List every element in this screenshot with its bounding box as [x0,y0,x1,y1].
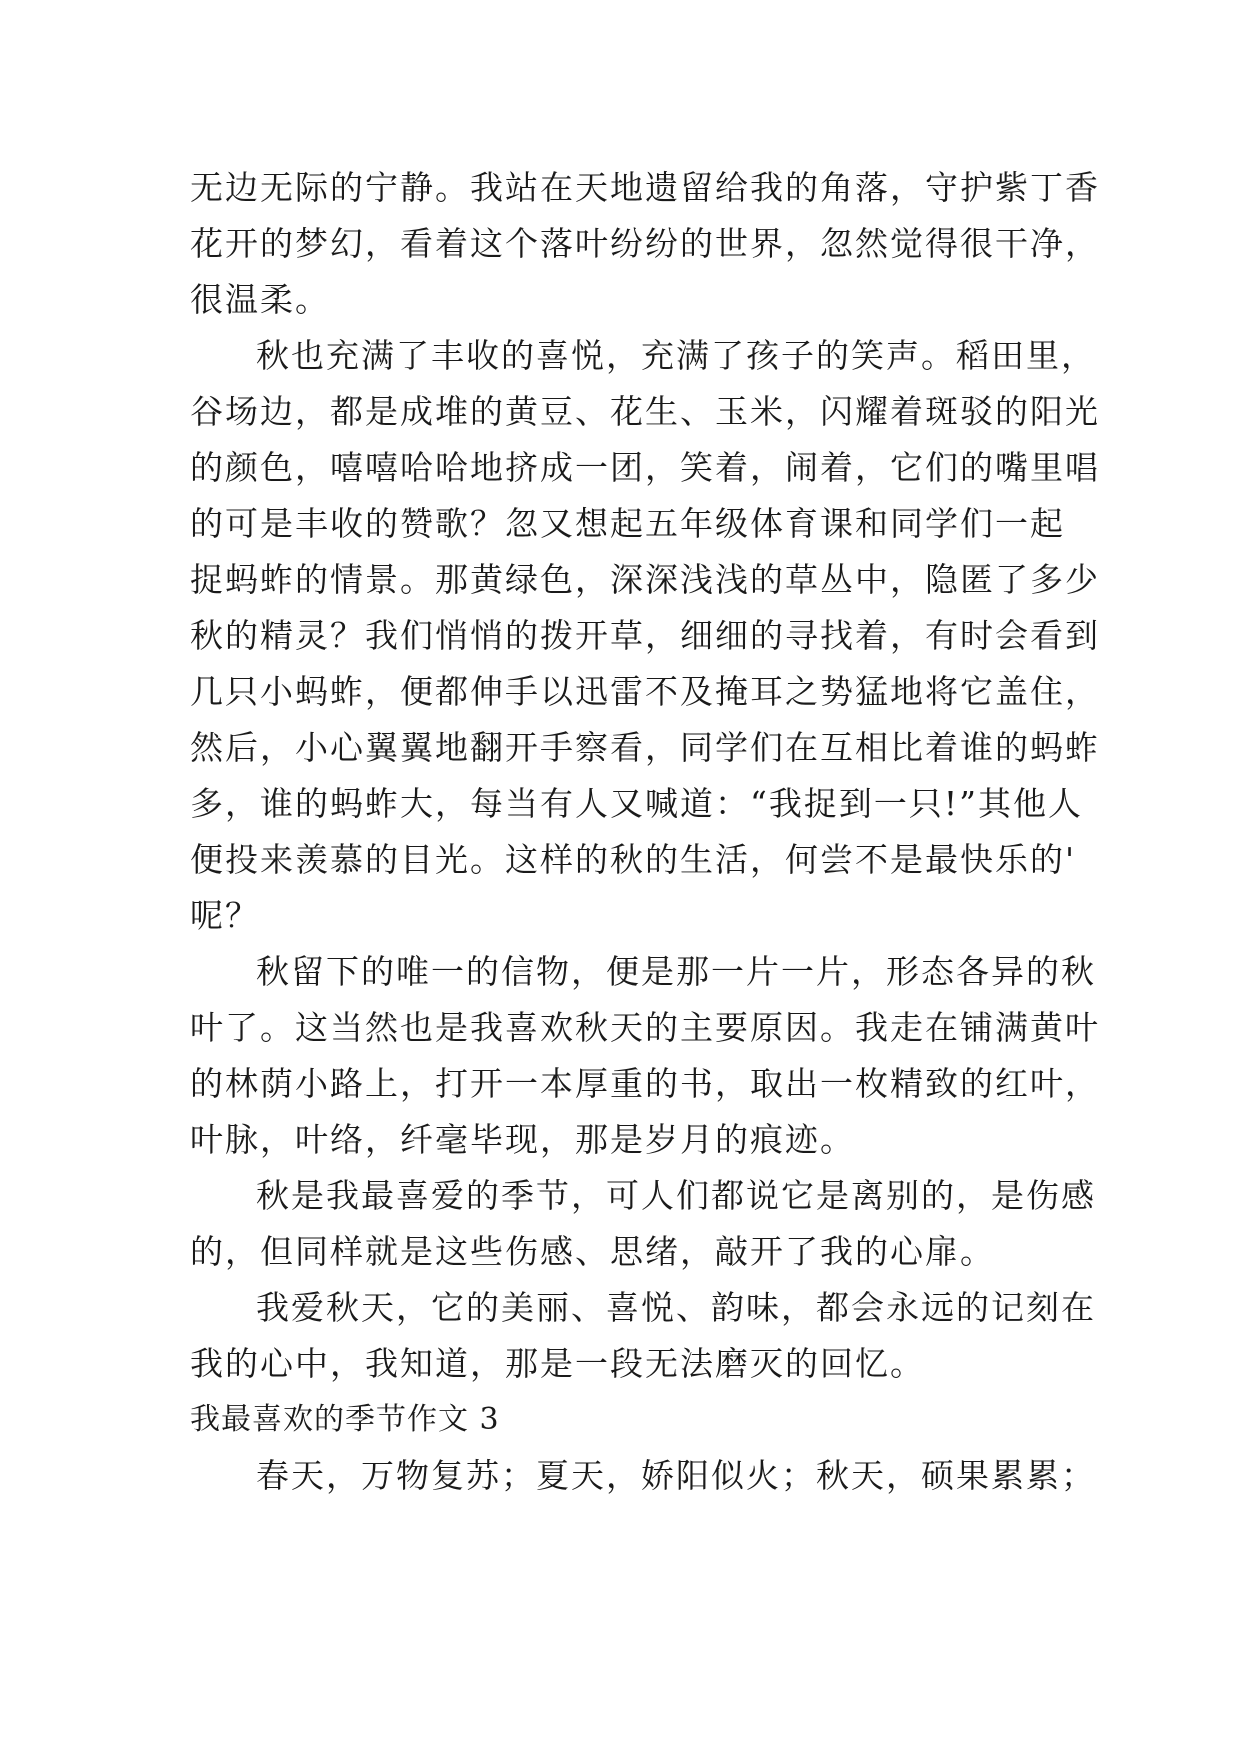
text-line: 的林荫小路上，打开一本厚重的书，取出一枚精致的红叶， [190,1064,1100,1103]
paragraph-6 [190,1448,1096,1504]
paragraph-5 [190,1280,1096,1392]
text-line: 无边无际的宁静。我站在天地遗留给我的角落，守护紫丁香 [190,168,1100,207]
text-line: 花开的梦幻，看着这个落叶纷纷的世界，忽然觉得很干净， [190,224,1100,263]
text-line: 春天，万物复苏；夏天，娇阳似火；秋天，硕果累累； [256,1456,1096,1495]
document-body [190,160,1100,1504]
text-line: 的颜色，嘻嘻哈哈地挤成一团，笑着，闹着，它们的嘴里唱 [190,448,1100,487]
text-line: 然后，小心翼翼地翻开手察看，同学们在互相比着谁的蚂蚱 [190,728,1100,767]
text-line: 的可是丰收的赞歌？忽又想起五年级体育课和同学们一起 [190,504,1065,543]
text-line: 叶脉，叶络，纤毫毕现，那是岁月的痕迹。 [190,1120,855,1159]
text-line: 便投来羡慕的目光。这样的秋的生活，何尝不是最快乐的' [190,840,1077,879]
text-line: 谷场边，都是成堆的黄豆、花生、玉米，闪耀着斑驳的阳光 [190,392,1100,431]
paragraph-4 [190,1168,1096,1280]
text-line: 的，但同样就是这些伤感、思绪，敲开了我的心扉。 [190,1232,995,1271]
text-line: 叶了。这当然也是我喜欢秋天的主要原因。我走在铺满黄叶 [190,1008,1100,1047]
text-line: 呢？ [190,896,260,935]
text-line: 秋的精灵？我们悄悄的拨开草，细细的寻找着，有时会看到 [190,616,1100,655]
text-line: 多，谁的蚂蚱大，每当有人又喊道：“我捉到一只!”其他人 [190,784,1084,823]
text-line: 我爱秋天，它的美丽、喜悦、韵味，都会永远的记刻在 [256,1288,1096,1327]
text-line: 秋留下的唯一的信物，便是那一片一片，形态各异的秋 [256,952,1096,991]
text-line: 捉蚂蚱的情景。那黄绿色，深深浅浅的草丛中，隐匿了多少 [190,560,1100,599]
paragraph-3 [190,944,1100,1168]
text-line: 几只小蚂蚱，便都伸手以迅雷不及掩耳之势猛地将它盖住， [190,672,1100,711]
paragraph-1 [190,160,1100,328]
text-line: 很温柔。 [190,280,330,319]
text-line: 秋也充满了丰收的喜悦，充满了孩子的笑声。稻田里， [256,336,1096,375]
section-heading: 我最喜欢的季节作文 3 [190,1402,500,1437]
text-line: 我的心中，我知道，那是一段无法磨灭的回忆。 [190,1344,925,1383]
paragraph-2 [190,328,1100,944]
text-line: 秋是我最喜爱的季节，可人们都说它是离别的，是伤感 [256,1176,1096,1215]
